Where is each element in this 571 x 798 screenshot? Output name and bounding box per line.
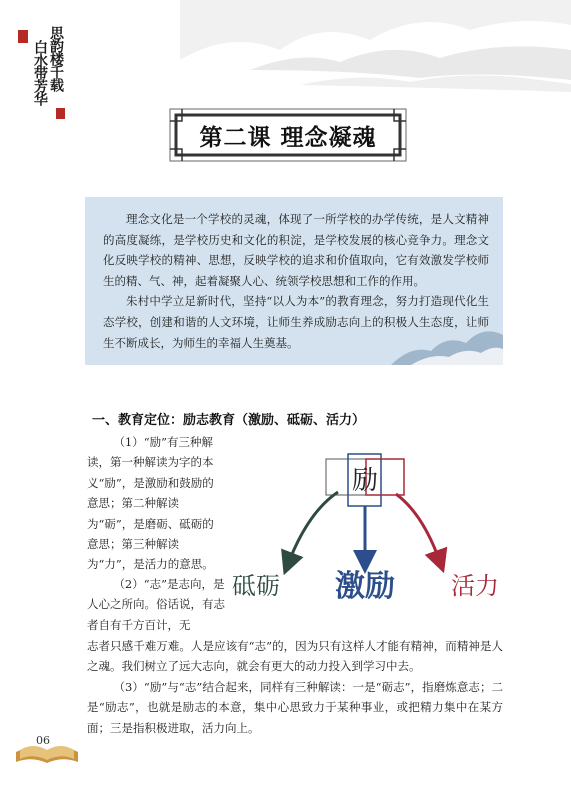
arrow-right xyxy=(396,494,440,562)
paragraph-2-start: （2）“志”是志向，是人心之所向。俗话说，有志者自有千方百计，无 xyxy=(87,577,225,632)
arrow-left xyxy=(288,492,338,564)
paragraph-3: （3）“励”与“志”结合起来，同样有三种解读：一是“砺志”，指磨炼意志；二是“励志”，也就是励志的本意，集中心思致力于某种事业，或把精力集中在某方面；三是指积极进取，活力向上。 xyxy=(87,679,503,735)
section-heading: 一、教育定位：励志教育（激励、砥砺、活力） xyxy=(92,413,366,428)
red-seal-icon xyxy=(56,108,65,119)
diagram-right-label: 活力 xyxy=(451,572,499,600)
school-motto-logo xyxy=(14,26,76,126)
intro-paragraph-2: 朱村中学立足新时代，坚持“以人为本”的教育理念，努力打造现代化生态学校，创建和谐的人文环境，让师生养成励志向上的积极人生态度，让师生不断成长，为师生的幸福人生奠基。 xyxy=(103,294,489,350)
paragraph-1: （1）“励”有三种解读，第一种解读为字的本义“励”，是激励和鼓励的意思；第二种解读为“砺”，是磨砺、砥砺的意思；第三种解读为“力”，是活力的意思。 xyxy=(87,435,214,572)
diagram-left-label: 砥砺 xyxy=(232,572,280,600)
lesson-title-frame xyxy=(168,107,408,163)
ink-mountains-decoration xyxy=(0,0,571,120)
motivation-diagram xyxy=(228,452,510,610)
red-seal-icon xyxy=(18,30,28,43)
diagram-top-char: 励 xyxy=(351,466,379,496)
paragraph-2-rest: 志者只感千难万难。人是应该有“志”的，因为只有这样人才能有精神，而精神是人之魂。我们树立了远大志向，就会有更大的动力投入到学习中去。 xyxy=(87,639,503,674)
diagram-center-label: 激励 xyxy=(335,569,395,604)
page-title: 第二课 理念凝魂 xyxy=(199,123,377,151)
motto-line-1: 思韵楼千载 xyxy=(48,26,64,91)
intro-paragraph-1: 理念文化是一个学校的灵魂，体现了一所学校的办学传统，是人文精神的高度凝练，是学校历史和文化的积淀，是学校发展的核心竞争力。理念文化反映学校的精神、思想，反映学校的追求和价值取向，它有效激发学校师生的精、气、神，起着凝聚人心、统领学校思想和工作的作用。 xyxy=(103,212,489,288)
motto-line-2: 白水带芳华 xyxy=(32,40,48,105)
intro-box xyxy=(85,197,503,365)
page-number: 06 xyxy=(36,734,50,747)
